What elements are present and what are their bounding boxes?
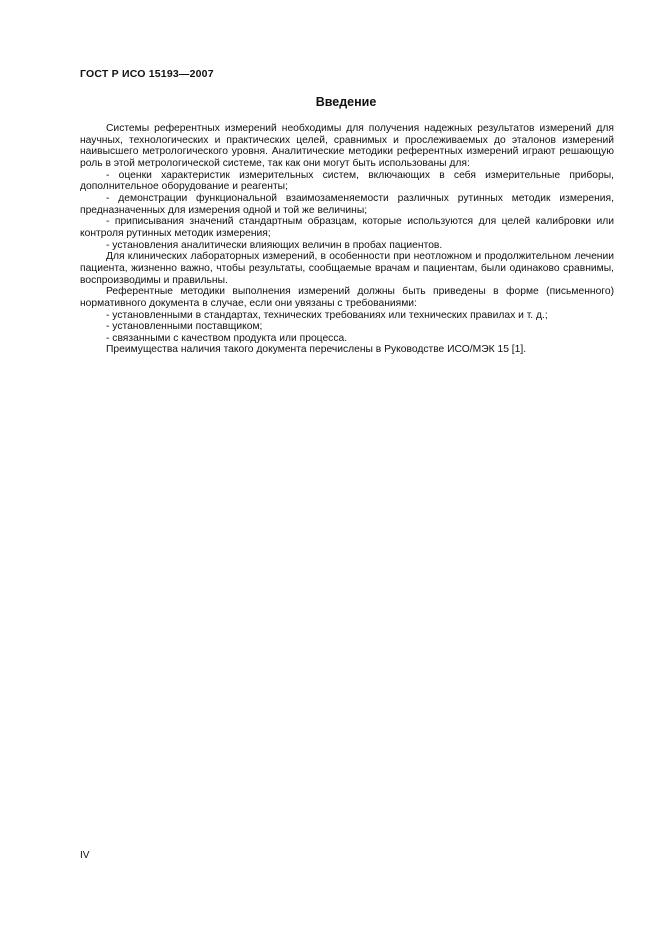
list-item: - оценки характеристик измерительных систем, включающих в себя измерительные приборы, дополнительное оборудование и реагенты;	[80, 169, 614, 193]
body-text	[80, 123, 614, 356]
list-item: - установленными в стандартах, технических требованиях или технических правилах и т. д.;	[106, 309, 548, 321]
list-item: - установленными поставщиком;	[106, 321, 263, 333]
list-item: - установления аналитически влияющих величин в пробах пациентов.	[106, 239, 443, 251]
paragraph-intro: Системы референтных измерений необходимы для получения надежных результатов измерений для научных, технологических и практических целей, сравнимых и прослеживаемых до эталонов измерений наивысшего метрологического уровня. Аналитические методики референтных измерений играют решающую роль в этой метрологической системе, так как они могут быть использованы для:	[80, 123, 614, 169]
list-item: - приписывания значений стандартным образцам, которые используются для целей калибровки или контроля рутинных методик измерения;	[80, 216, 614, 239]
page-number: IV	[80, 850, 90, 861]
section-title: Введение	[315, 95, 377, 109]
paragraph-reference-methods: Референтные методики выполнения измерений должны быть приведены в форме (письменного) нормативного документа в случае, если они увязаны с требованиями:	[80, 286, 614, 309]
paragraph-clinical: Для клинических лабораторных измерений, в особенности при неотложном и продолжительном лечении пациента, жизненно важно, чтобы результаты, сообщаемые врачам и пациентам, были одинаково сравнимы, воспроизводимы и правильны.	[80, 251, 614, 286]
paragraph-advantages: Преимущества наличия такого документа перечислены в Руководстве ИСО/МЭК 15 [1].	[106, 344, 527, 356]
list-item: - демонстрации функциональной взаимозаменяемости различных рутинных методик измерения, предназначенных для измерения одной и той же величины;	[80, 192, 614, 216]
document-code-header: ГОСТ Р ИСО 15193—2007	[80, 68, 214, 80]
list-item: - связанными с качеством продукта или процесса.	[106, 332, 348, 344]
